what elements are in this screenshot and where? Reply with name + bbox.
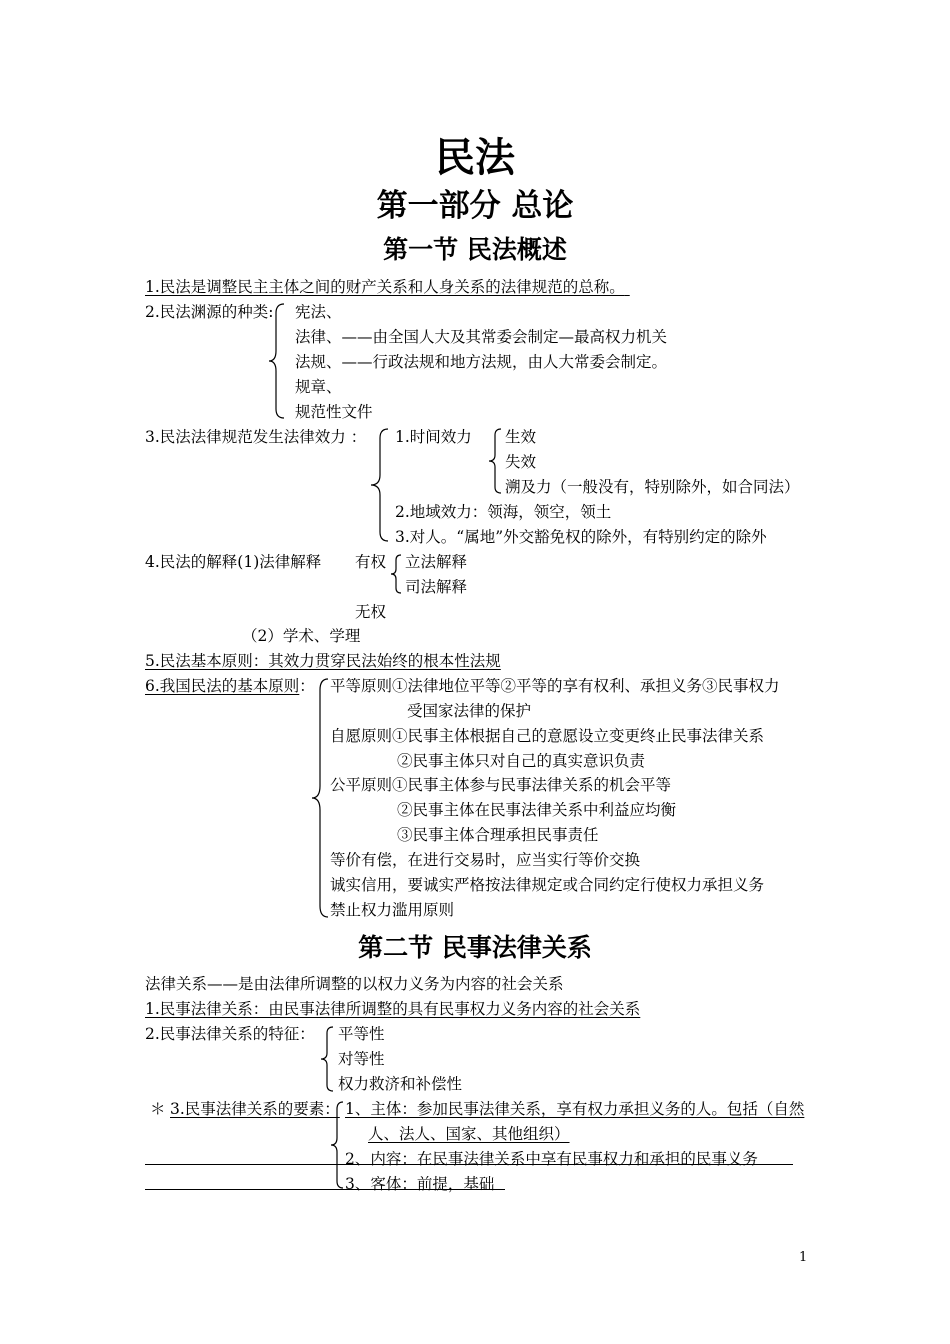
document-title: 民法: [435, 134, 515, 181]
s1-item3-time: 1.时间效力: [395, 428, 472, 446]
s1-item6-line-0: 平等原则①法律地位平等②平等的享有权利、承担义务③民事权力: [330, 677, 780, 695]
s2-item1: 1.民事法律关系：由民事法律所调整的具有民事权力义务内容的社会关系: [145, 1000, 641, 1018]
s1-item4-valid: 有权: [355, 553, 387, 571]
s1-item6-label: 6.我国民法的基本原则: [145, 677, 300, 695]
s2-item3-star: ＊: [150, 1100, 166, 1118]
s1-item2-source-1: 法律、——由全国人大及其常委会制定—最高权力机关: [295, 328, 668, 346]
s1-item6-line-6: ③民事主体合理承担民事责任: [397, 826, 599, 844]
s1-item5: 5.民法基本原则：其效力贯穿民法始终的根本性法规: [145, 652, 501, 670]
page-number: 1: [799, 1250, 808, 1265]
brace-icon: [370, 428, 392, 542]
s1-item6-line-8: 诚实信用，要诚实严格按法律规定或合同约定行使权力承担义务: [330, 876, 765, 894]
s1-item6-line-4: 公平原则①民事主体参与民事法律关系的机会平等: [330, 776, 672, 794]
section1-heading: 第一节 民法概述: [383, 235, 567, 264]
s1-item4-valid-0: 立法解释: [405, 553, 468, 571]
s1-item3-label: 3.民法法律规范发生法律效力 ：: [145, 428, 367, 446]
s1-item6: [145, 674, 315, 698]
s1-item2-source-4: 规范性文件: [295, 403, 373, 421]
s1-item2-source-2: 法规、——行政法规和地方法规，由人大常委会制定。: [295, 353, 668, 371]
s1-item3-time-2: 溯及力（一般没有，特别除外，如合同法）: [505, 478, 800, 496]
s1-item3-time-1: 失效: [505, 453, 537, 471]
brace-icon: [488, 428, 504, 494]
s1-item4-label: 4.民法的解释(1)法律解释: [145, 553, 322, 571]
s2-item2-label: 2.民事法律关系的特征：: [145, 1025, 315, 1043]
part-title: 第一部分 总论: [376, 188, 574, 224]
s2-item3-subject: 1、主体：参加民事法律关系，享有权力承担义务的人。包括（自然: [345, 1100, 805, 1118]
s1-item6-line-2: 自愿原则①民事主体根据自己的意愿设立变更终止民事法律关系: [330, 727, 765, 745]
s1-item3-person: 3.对人。“属地”外交豁免权的除外，有特别约定的除外: [395, 528, 767, 546]
s1-item3-time-0: 生效: [505, 428, 537, 446]
brace-icon: [320, 1026, 336, 1092]
brace-icon: [268, 303, 288, 419]
s2-item2-feature-2: 权力救济和补偿性: [338, 1075, 463, 1093]
s1-item2-source-0: 宪法、: [295, 303, 342, 321]
s2-item2-feature-1: 对等性: [338, 1050, 385, 1068]
s2-item3-object: 3、客体：前提，基础: [345, 1175, 495, 1193]
s1-item2-source-3: 规章、: [295, 378, 342, 396]
s1-item1-text: 1.民法是调整民主主体之间的财产关系和人身关系的法律规范的总称。: [145, 278, 625, 296]
s1-item6-line-3: ②民事主体只对自己的真实意识负责: [397, 752, 646, 770]
s2-item2-feature-0: 平等性: [338, 1025, 385, 1043]
section2-heading: 第二节 民事法律关系: [358, 933, 592, 962]
brace-icon: [330, 1101, 346, 1189]
s1-item6-colon: ：: [299, 677, 315, 695]
s2-item3-label: 3.民事法律关系的要素：: [170, 1100, 340, 1118]
s1-item1: [145, 275, 633, 299]
s1-item6-line-1: 受国家法律的保护: [407, 702, 532, 720]
s1-item4-invalid: 无权: [355, 603, 387, 621]
s2-item3-subject-cont: 人、法人、国家、其他组织）: [368, 1125, 570, 1143]
brace-icon: [390, 554, 404, 594]
s1-item3-area: 2.地域效力：领海，领空，领土: [395, 503, 612, 521]
s1-item6-line-5: ②民事主体在民事法律关系中利益应均衡: [397, 801, 677, 819]
s1-item6-line-9: 禁止权力滥用原则: [330, 901, 455, 919]
s1-item2-label: 2.民法渊源的种类:: [145, 303, 274, 321]
s1-item4-valid-1: 司法解释: [405, 578, 468, 596]
s1-item6-line-7: 等价有偿，在进行交易时，应当实行等价交换: [330, 851, 641, 869]
s2-item3-content: 2、内容：在民事法律关系中享有民事权力和承担的民事义务: [345, 1150, 758, 1168]
brace-icon: [311, 678, 331, 918]
s2-intro: 法律关系——是由法律所调整的以权力义务为内容的社会关系: [145, 975, 564, 993]
s1-item4-academic: （2）学术、学理: [242, 627, 361, 645]
